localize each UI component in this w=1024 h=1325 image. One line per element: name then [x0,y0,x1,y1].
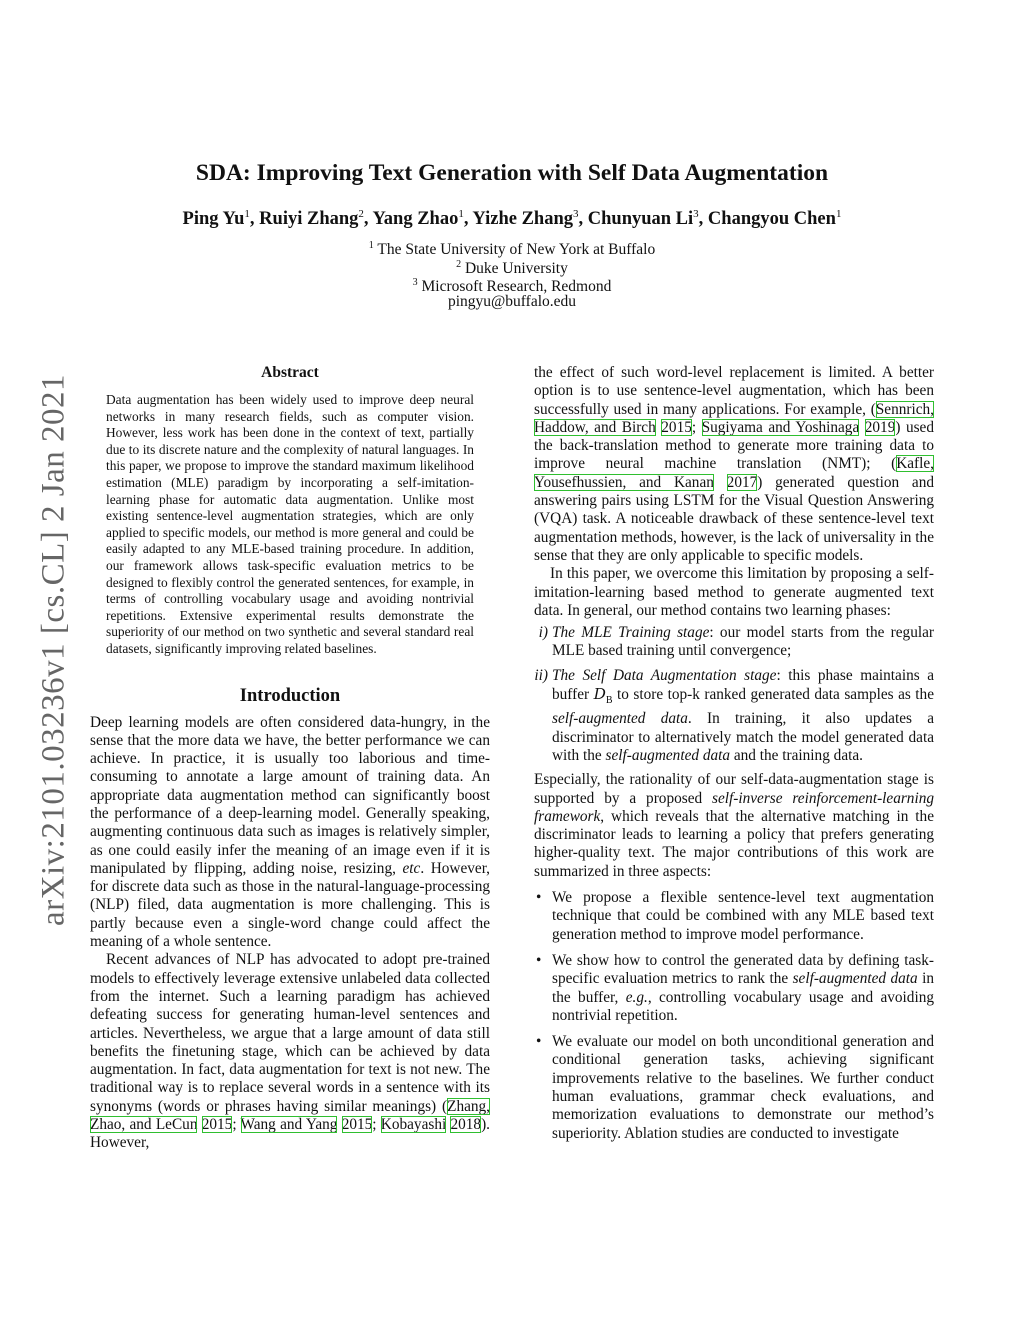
author-name: Yizhe Zhang [472,209,573,230]
text-run: ) used the back-translation method to generate more training data to improve neural machine translation (NMT); ( [534,418,934,473]
bullet-text: We evaluate our model on both unconditional generation and conditional generation tasks, achieving significant improvements relative to the baselines. We further conduct human evaluations, grammar check evaluations, and memorization evaluations to demonstrate our method’s superiority. Ablation studies are conducted to investigate [552,1033,934,1142]
right-column [534,364,934,1143]
phase-body [552,624,934,661]
author-email[interactable]: pingyu@buffalo.edu [447,293,577,310]
citation-year-link[interactable]: 2019 [864,418,896,436]
author-affil-mark: 3 [693,208,699,220]
text-em: self-augmented data [605,746,731,764]
author-name: Ping Yu [182,209,245,230]
author-name: Chunyuan Li [587,209,694,230]
text-run: in the buffer, [552,970,934,1006]
bullet-icon: • [536,1033,542,1051]
intro-paragraph-2 [90,951,490,1152]
text-run: the effect of such word-level replacement is limited. A better option is to use sentence-level augmentation, which has been successfully used in many applications. For example, ( [534,364,934,418]
author-affil-mark: 1 [244,208,250,220]
right-paragraph-1 [534,364,934,565]
text-run: ) generated question and answering pairs using LSTM for the Visual Question Answering (VQA) task. A noticeable drawback of these sentence-level text augmentation methods, however, is the lack of universality in the sense that they are only applicable to specific models. [534,473,935,564]
right-paragraph-2: In this paper, we overcome this limitation by proposing a self-imitation-learning based method to generate augmented text data. In general, our method contains two learning phases: [534,565,934,619]
text-em: self-augmented data [552,710,688,728]
text-run: Especially, the rationality of our self-data-augmentation stage is supported by a proposed [534,771,934,807]
citation-year-link[interactable]: 2015 [661,418,692,436]
affil-text: Duke University [464,260,568,278]
text-em: self-inverse reinforcement-learning framework [534,789,935,825]
author-affil-mark: 3 [573,208,579,220]
affil-text: Microsoft Research, Redmond [421,278,612,296]
text-run: , which reveals that the alternative matching in the discriminator leads to learning a policy that prefers generating higher-quality text. The major contributions of this work are summarized in three aspects: [534,807,934,880]
citation-link[interactable]: Kobayashi [380,1116,447,1134]
citation-link[interactable]: Kafle, Yousefhussien, and Kanan [534,455,934,491]
buffer-subscript: B [605,695,613,707]
contribution-bullet-2 [534,952,934,1025]
citation-link[interactable]: Wang and Yang [240,1116,338,1134]
citation-year-link[interactable]: 2015 [341,1116,373,1134]
text-run: ). However, [90,1116,490,1152]
text-run: and the training data. [730,746,863,764]
contribution-bullet-1 [534,889,934,944]
arxiv-watermark [30,370,78,930]
text-run: . However, for discrete data such as those in the natural-language-processing (NLP) filed, data augmentation is more challenging. This is partly because even a single-word change could affect the meaning of a whole sentence. [90,859,490,951]
introduction-heading: Introduction [239,685,341,706]
affil-mark: 2 [456,259,462,270]
text-run: ; [232,1116,241,1134]
contribution-bullet-3 [534,1033,934,1143]
text-run: , controlling vocabulary usage and avoiding nontrivial repetition. [552,988,935,1024]
phase-marker: ii) [534,666,548,684]
author-affil-mark: 1 [458,208,464,220]
arxiv-id-text: arXiv:2101.03236v1 [cs.CL] 2 Jan 2021 [35,374,72,926]
bullet-icon: • [536,951,542,969]
bullet-icon: • [536,889,542,907]
buffer-symbol: D [593,685,606,704]
author-affil-mark: 1 [835,208,842,220]
author-name: Ruiyi Zhang [259,209,359,230]
affil-text: The State University of New York at Buffalo [377,241,656,259]
paper-title: SDA: Improving Text Generation with Self Data Augmentation [195,160,829,186]
citation-year-link[interactable]: 2017 [726,473,758,491]
text-run: ; [372,1116,381,1134]
citation-year-link[interactable]: 2015 [201,1116,233,1134]
author-affil-mark: 2 [358,208,364,220]
text-run: We show how to control the generated data by defining task-specific evaluation metrics to rank the [552,951,934,988]
citation-link[interactable]: Sennrich, Haddow, and Birch [534,400,934,436]
bullet-text: We propose a flexible sentence-level text augmentation technique that could be combined with any MLE based text generation method to improve model performance. [552,889,934,943]
author-list: Ping Yu$^1$, Ruiyi Zhang$^2$, Yang Zhao$^1$, Yizhe Zhang$^3$, Chunyuan Li$^3$, Changyou Chen$^1$ [182,208,842,230]
author-name: Changyou Chen [707,209,836,230]
text-run: Deep learning models are often considered data-hungry, in the sense that the more data we have, the better performance we can achieve. In practice, it is usually too laborious and time-consuming to annotate a large amount of training data. An appropriate data augmentation method can significantly boost the performance of a deep-learning model. Generally speaking, augmenting continuous data such as images is relatively simpler, as one could easily infer the meaning of an image even if it is manipulated by flipping, adding noise, resizing, [90,713,490,877]
text-run: Recent advances of NLP has advocated to adopt pre-trained models to effectively leverage extensive unlabeled data collected from the internet. Such a learning paradigm has achieved defeating success for generating human-level sentences and articles. Nevertheless, we argue that a large amount of data still benefits the finetuning stage, which can be achieved by data augmentation. In fact, data augmentation for text is not new. The traditional way is to replace several words in a sentence with its synonyms (words or phrases having similar meanings) ( [90,951,490,1115]
bullet-text [552,952,934,1024]
phase-item-1 [534,624,934,661]
text-run: . In training, it also updates a discriminator to alternatively match the model generated data with the [552,710,934,764]
text-run: to store top-k ranked generated data samples as the [612,686,934,704]
text-em: etc [402,859,421,877]
text-run: : our model starts from the regular MLE based training until convergence; [552,624,934,660]
text-em: self-augmented data [792,970,918,988]
abstract-heading: Abstract [261,364,319,381]
citation-link[interactable]: Sugiyama and Yoshinaga [701,418,860,436]
phase-body [552,667,934,766]
intro-paragraph-1 [90,714,490,952]
phase-title: The Self Data Augmentation stage [552,666,777,684]
citation-link[interactable]: Zhang, Zhao, and LeCun [90,1097,490,1134]
text-run: ; [691,418,702,436]
right-paragraph-3 [534,771,934,881]
affil-mark: 3 [412,277,418,288]
phase-marker: i) [538,624,548,642]
phase-item-2 [534,667,934,766]
abstract-body: Data augmentation has been widely used to improve deep neural networks in many research fields, such as computer vision. However, less work has been done in the context of text, partially due to its discrete nature and the complexity of natural languages. In this paper, we propose to improve the standard maximum likelihood estimation (MLE) paradigm by incorporating a self-imitation-learning phase for automatic data augmentation. Unlike most existing sentence-level augmentation strategies, which are only applied to specific models, our method is more general and could be easily adapted to any MLE-based training procedure. In addition, our framework allows task-specific evaluation metrics to be designed to flexibly control the generated sentences, for example, in terms of controlling vocabulary usage and avoiding nontrivial repetitions. Extensive experimental results demonstrate the superiority of our method on two synthetic and several standard real datasets, significantly improving related baselines. [106,392,474,656]
left-column [90,364,490,1153]
text-run: : this phase maintains a buffer [552,666,935,704]
author-name: Yang Zhao [372,209,459,230]
affil-mark: 1 [368,240,374,251]
text-em: e.g. [625,988,648,1006]
phase-title: The MLE Training stage [552,624,710,642]
citation-year-link[interactable]: 2018 [450,1116,482,1134]
